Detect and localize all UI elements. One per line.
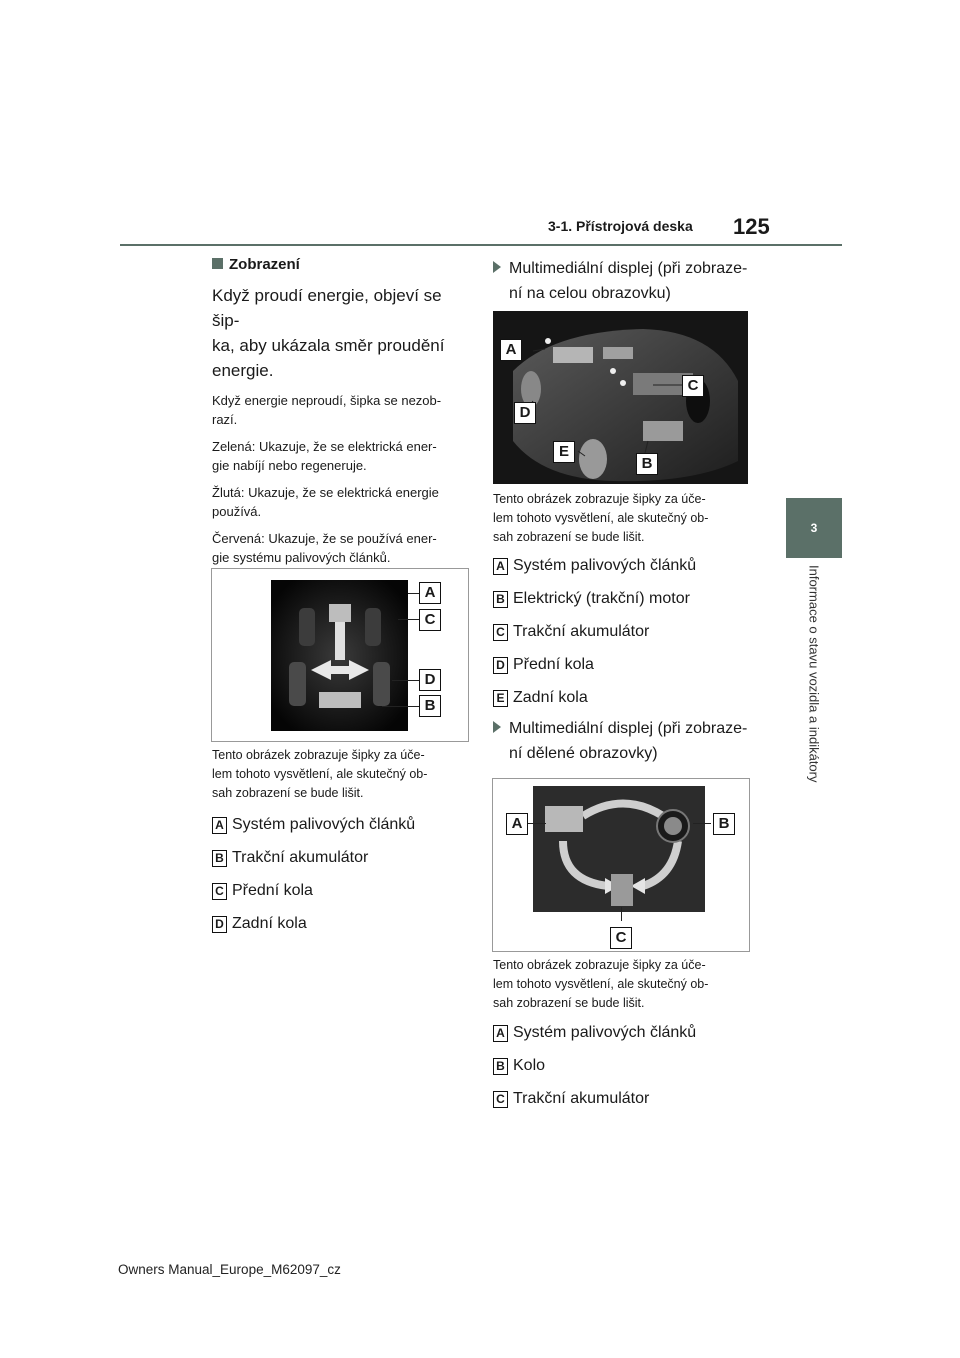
intro-line: energie. [212, 361, 274, 380]
intro-line: Když proudí energie, objeví se šip- [212, 286, 442, 330]
figure-multiinfo [211, 568, 469, 742]
multiinfo-diagram [271, 580, 408, 731]
legend-text: Přední kola [513, 656, 594, 673]
callout-d: D [419, 669, 441, 691]
callout-b: B [636, 453, 658, 475]
legend-text: Trakční akumulátor [232, 849, 369, 866]
legend-item [212, 847, 472, 869]
motor-unit [643, 421, 683, 441]
legend-key: A [493, 558, 508, 575]
rear-right-wheel [373, 662, 390, 706]
legend-item [212, 814, 472, 836]
legend-key: C [493, 624, 508, 641]
caption-line: lem tohoto vysvětlení, ale skutečný ob- [212, 767, 428, 781]
legend-text: Trakční akumulátor [513, 623, 650, 640]
front-left-wheel [299, 608, 315, 646]
caption-line: sah zobrazení se bude lišit. [493, 530, 645, 544]
square-bullet-icon [212, 258, 223, 269]
header-rule [120, 244, 842, 246]
callout-c: C [682, 375, 704, 397]
section-title: 3-1. Přístrojová deska [548, 218, 693, 234]
caption-fullscreen [493, 490, 753, 547]
legend-key: A [212, 817, 227, 834]
note-line: Zelená: Ukazuje, že se elektrická ener- [212, 439, 437, 454]
legend-text: Zadní kola [232, 915, 307, 932]
note-line: Když energie neproudí, šipka se nezob- [212, 393, 442, 408]
footer-text: Owners Manual_Europe_M62097_cz [118, 1262, 341, 1277]
chapter-number: 3 [810, 521, 818, 535]
legend-key: D [212, 916, 227, 933]
triangle-bullet-icon [493, 261, 501, 273]
legend-item [493, 654, 753, 676]
battery-block [319, 692, 361, 708]
figure-fullscreen [493, 311, 748, 484]
legend-key: B [212, 850, 227, 867]
legend-item [493, 1022, 753, 1044]
note-line: razí. [212, 412, 238, 427]
legend-text: Systém palivových článků [513, 1024, 697, 1041]
battery-stack [611, 874, 633, 906]
legend-text: Kolo [513, 1057, 546, 1074]
legend-text: Systém palivových článků [232, 816, 416, 833]
note-line: používá. [212, 504, 262, 519]
left-column [212, 256, 472, 604]
callout-a: A [506, 813, 528, 835]
figure-split-image [533, 786, 705, 912]
chapter-side-title [786, 565, 842, 825]
sub-heading-line: ní na celou obrazovku) [509, 285, 671, 302]
sub-heading-line: Multimediální displej (při zobraze- [509, 260, 748, 277]
rear-left-wheel [289, 662, 306, 706]
legend-item [212, 880, 472, 902]
callout-a: A [500, 339, 522, 361]
callout-b: B [713, 813, 735, 835]
note-green [212, 437, 472, 475]
caption-line: Tento obrázek zobrazuje šipky za úče- [493, 492, 706, 506]
legend-text: Zadní kola [513, 689, 588, 706]
note-yellow [212, 483, 472, 521]
note-no-flow [212, 391, 472, 429]
intro-paragraph [212, 283, 472, 383]
legend-item [212, 913, 472, 935]
caption-line: sah zobrazení se bude lišit. [493, 996, 645, 1010]
fuel-cell-unit [553, 347, 593, 363]
legend-fullscreen [493, 555, 753, 709]
fuel-cell-block [329, 604, 351, 622]
callout-c: C [419, 609, 441, 631]
sub-heading-split [493, 716, 753, 766]
legend-item [493, 621, 753, 643]
tank-unit [603, 347, 633, 359]
caption-line: lem tohoto vysvětlení, ale skutečný ob- [493, 977, 709, 991]
sub-heading-line: ní dělené obrazovky) [509, 745, 658, 762]
front-right-wheel [365, 608, 381, 646]
intro-line: ka, aby ukázala směr proudění [212, 336, 445, 355]
callout-c: C [610, 927, 632, 949]
caption-line: lem tohoto vysvětlení, ale skutečný ob- [493, 511, 709, 525]
split-screen-diagram [533, 786, 705, 912]
vertical-arrow [335, 622, 345, 660]
caption-line: sah zobrazení se bude lišit. [212, 786, 364, 800]
legend-item [493, 555, 753, 577]
page-number: 125 [733, 214, 770, 239]
chapter-title-text: Informace o stavu vozidla a indikátory [806, 565, 822, 783]
heading-text: Zobrazení [229, 256, 300, 273]
legend-text: Elektrický (trakční) motor [513, 590, 690, 607]
note-line: Červená: Ukazuje, že se používá ener- [212, 531, 437, 546]
callout-b: B [419, 695, 441, 717]
legend-key: B [493, 1058, 508, 1075]
sub-heading-line: Multimediální displej (při zobraze- [509, 720, 748, 737]
note-line: Žlutá: Ukazuje, že se elektrická energie [212, 485, 439, 500]
legend-text: Trakční akumulátor [513, 1090, 650, 1107]
chapter-tab[interactable] [786, 498, 842, 558]
fullscreen-car-diagram [493, 311, 748, 484]
fuel-cell-box [545, 806, 583, 832]
legend-multiinfo [212, 814, 472, 935]
legend-key: E [493, 690, 508, 707]
caption-line: Tento obrázek zobrazuje šipky za úče- [493, 958, 706, 972]
figure-split [492, 778, 750, 952]
callout-e: E [553, 441, 575, 463]
figure-multiinfo-image [271, 580, 408, 731]
caption-line: Tento obrázek zobrazuje šipky za úče- [212, 748, 425, 762]
legend-key: A [493, 1025, 508, 1042]
legend-item [493, 1055, 753, 1077]
legend-item [493, 588, 753, 610]
section-heading [212, 256, 472, 273]
rear-wheel [579, 439, 607, 479]
legend-key: C [493, 1091, 508, 1108]
legend-text: Přední kola [232, 882, 313, 899]
wheel-hub [664, 817, 682, 835]
legend-text: Systém palivových článků [513, 557, 697, 574]
note-red [212, 529, 472, 567]
note-line: gie systému palivových článků. [212, 550, 391, 565]
legend-item [493, 687, 753, 709]
callout-a: A [419, 582, 441, 604]
legend-key: D [493, 657, 508, 674]
legend-key: C [212, 883, 227, 900]
triangle-bullet-icon [493, 721, 501, 733]
legend-item [493, 1088, 753, 1110]
legend-key: B [493, 591, 508, 608]
legend-split [493, 1022, 753, 1110]
note-line: gie nabíjí nebo regeneruje. [212, 458, 367, 473]
caption-split [493, 956, 753, 1013]
callout-d: D [514, 402, 536, 424]
caption-multiinfo [212, 746, 472, 803]
sub-heading-fullscreen [493, 256, 753, 306]
